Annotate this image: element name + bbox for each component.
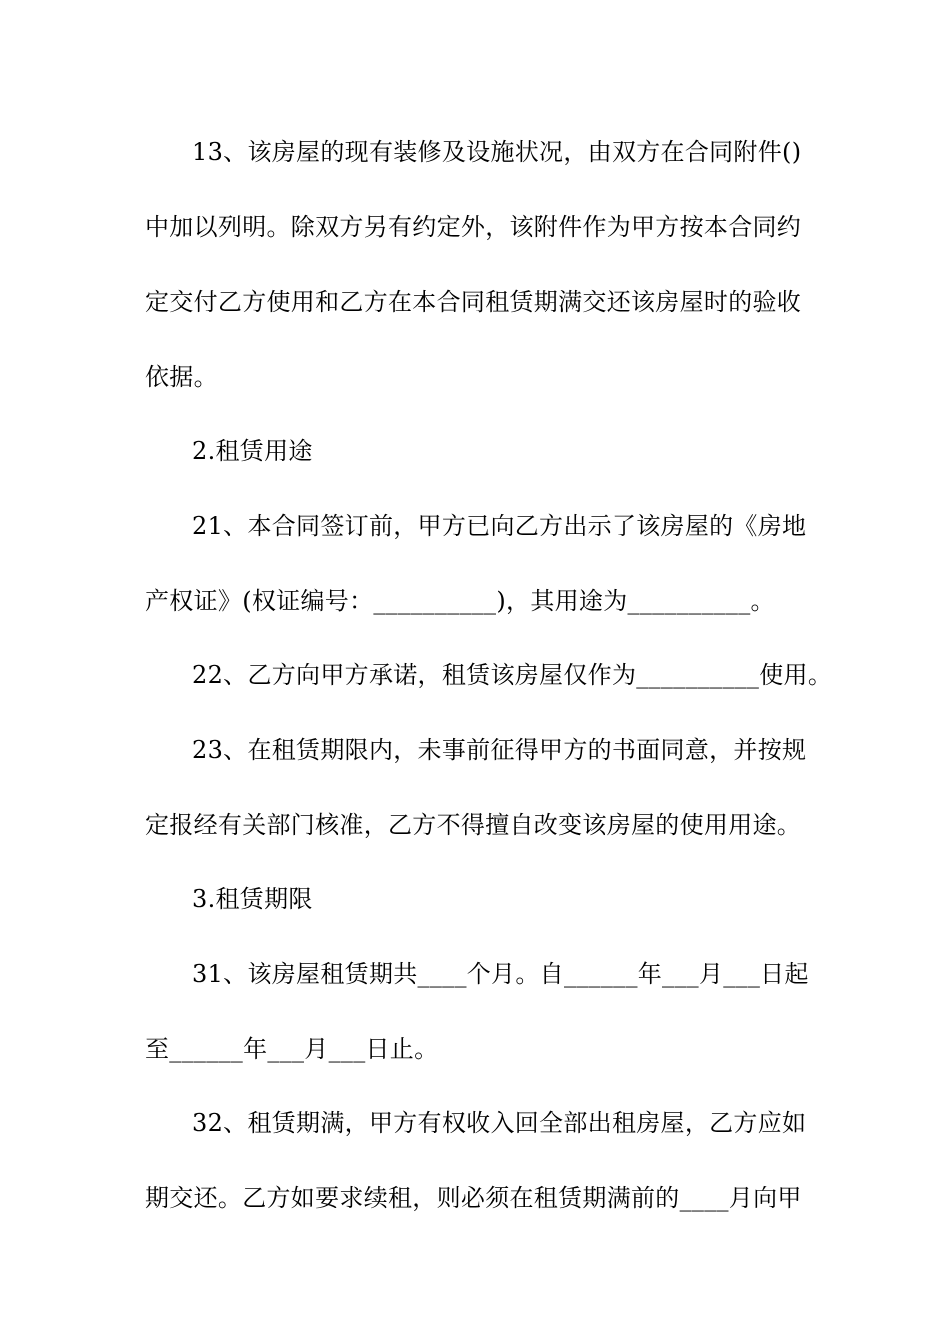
clause-32-line-1: 32、租赁期满，甲方有权收入回全部出租房屋，乙方应如 [192,1109,807,1137]
clause-21-line-2: 产权证》(权证编号：__________)，其用途为__________。 [145,587,775,615]
clause-31-line-1: 31、该房屋租赁期共____个月。自______年___月___日起 [192,960,809,988]
clause-13-line-1: 13、该房屋的现有装修及设施状况，由双方在合同附件() [192,138,802,166]
clause-13-line-3: 定交付乙方使用和乙方在本合同租赁期满交还该房屋时的验收 [145,288,802,316]
section-3-heading: 3.租赁期限 [192,885,313,913]
clause-13-line-4: 依据。 [145,363,218,391]
clause-21-line-1: 21、本合同签订前，甲方已向乙方出示了该房屋的《房地 [192,512,807,540]
clause-23-line-1: 23、在租赁期限内，未事前征得甲方的书面同意，并按规 [192,736,807,764]
clause-22-line-1: 22、乙方向甲方承诺，租赁该房屋仅作为__________使用。 [192,661,833,689]
clause-13-line-2: 中加以列明。除双方另有约定外，该附件作为甲方按本合同约 [145,213,802,241]
section-2-heading: 2.租赁用途 [192,437,313,465]
clause-23-line-2: 定报经有关部门核准，乙方不得擅自改变该房屋的使用用途。 [145,811,802,839]
clause-32-line-2: 期交还。乙方如要求续租，则必须在租赁期满前的____月向甲 [145,1184,802,1212]
clause-31-line-2: 至______年___月___日止。 [145,1035,439,1063]
